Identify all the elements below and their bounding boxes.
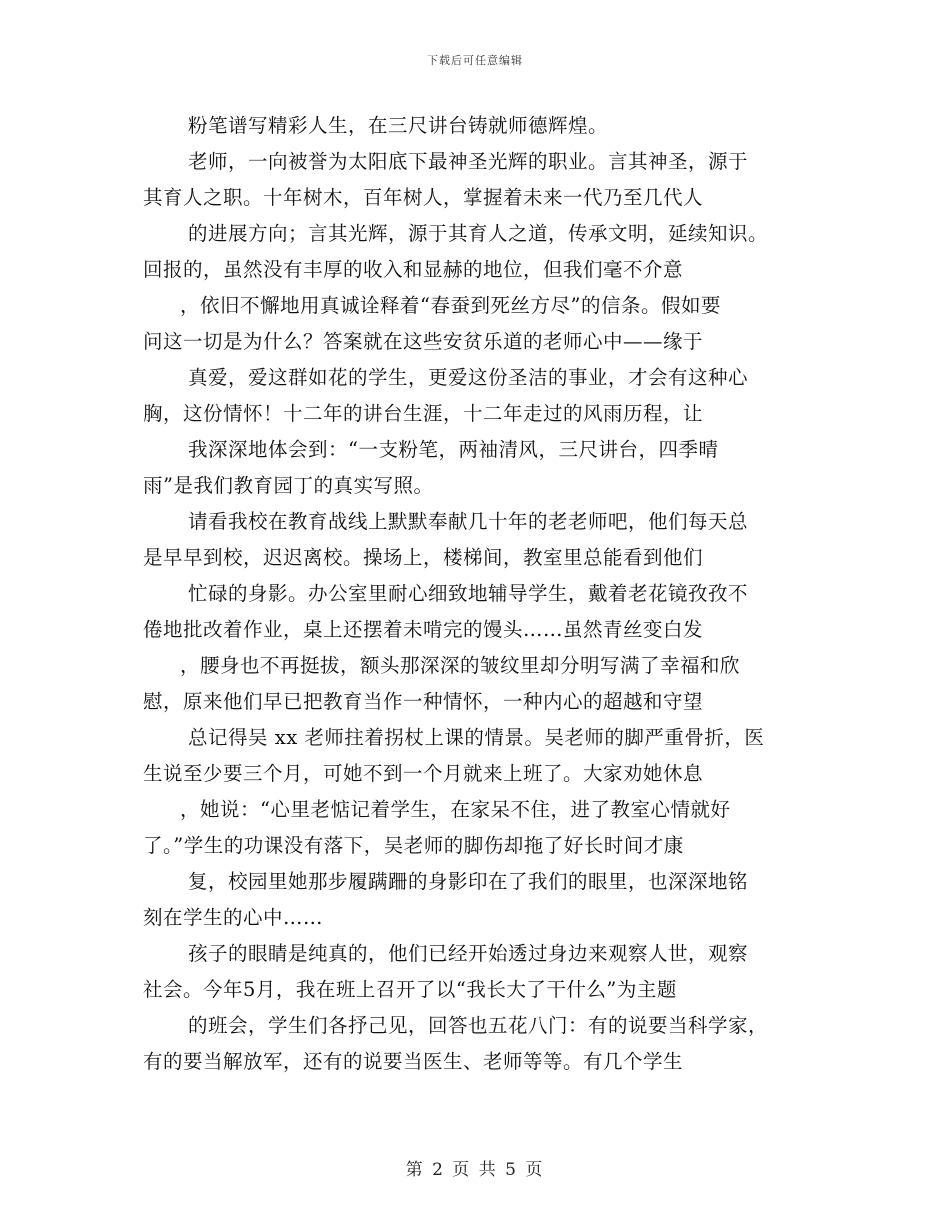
text-line: ，依旧不懈地用真诚诠释着“春蚕到死丝方尽”的信条。假如要 bbox=[180, 294, 721, 317]
text-line: 了。”学生的功课没有落下，吴老师的脚伤却拖了好长时间才康 bbox=[143, 834, 684, 857]
text-line: 孩子的眼睛是纯真的，他们已经开始透过身边来观察人世，观察 bbox=[188, 942, 749, 965]
text-line: 回报的，虽然没有丰厚的收入和显赫的地位，但我们毫不介意 bbox=[143, 258, 684, 281]
text-line: 慰，原来他们早已把教育当作一种情怀，一种内心的超越和守望 bbox=[143, 690, 704, 713]
text-line: ，腰身也不再挺拔，额头那深深的皱纹里却分明写满了幸福和欣 bbox=[180, 654, 741, 677]
text-line: 雨”是我们教育园丁的真实写照。 bbox=[143, 474, 434, 497]
text-line: 请看我校在教育战线上默默奉献几十年的老老师吧，他们每天总 bbox=[188, 510, 749, 533]
text-line: 的班会，学生们各抒己见，回答也五花八门：有的说要当科学家， bbox=[188, 1014, 769, 1037]
text-line: 真爱，爱这群如花的学生，更爱这份圣洁的事业，才会有这种心 bbox=[188, 366, 749, 389]
text-line: 生说至少要三个月，可她不到一个月就来上班了。大家劝她休息 bbox=[143, 762, 704, 785]
document-body bbox=[0, 108, 950, 1080]
text-line: ，她说：“心里老惦记着学生，在家呆不住，进了教室心情就好 bbox=[180, 798, 731, 821]
text-line: 有的要当解放军，还有的说要当医生、老师等等。有几个学生 bbox=[143, 1050, 684, 1073]
text-line: 复，校园里她那步履蹒跚的身影印在了我们的眼里，也深深地铭 bbox=[188, 870, 749, 893]
text-line: 总记得吴 xx 老师拄着拐杖上课的情景。吴老师的脚严重骨折，医 bbox=[188, 726, 765, 749]
text-line: 问这一切是为什么？答案就在这些安贫乐道的老师心中——缘于 bbox=[143, 330, 704, 353]
text-line: 我深深地体会到：“一支粉笔，两袖清风，三尺讲台，四季晴 bbox=[188, 438, 719, 461]
text-line: 刻在学生的心中…… bbox=[143, 906, 324, 929]
text-line: 其育人之职。十年树木，百年树人，掌握着未来一代乃至几代人 bbox=[143, 186, 704, 209]
text-line: 老师，一向被誉为太阳底下最神圣光辉的职业。言其神圣，源于 bbox=[188, 150, 749, 173]
text-line: 倦地批改着作业，桌上还摆着未啃完的馒头……虽然青丝变白发 bbox=[143, 618, 704, 641]
text-line: 是早早到校，迟迟离校。操场上，楼梯间，教室里总能看到他们 bbox=[143, 546, 704, 569]
text-line: 胸，这份情怀！十二年的讲台生涯，十二年走过的风雨历程，让 bbox=[143, 402, 704, 425]
text-line: 粉笔谱写精彩人生，在三尺讲台铸就师德辉煌。 bbox=[188, 114, 609, 137]
text-line: 忙碌的身影。办公室里耐心细致地辅导学生，戴着老花镜孜孜不 bbox=[188, 582, 749, 605]
page-header: 下载后可任意编辑 bbox=[427, 54, 523, 67]
text-line: 的进展方向；言其光辉，源于其育人之道，传承文明，延续知识。 bbox=[188, 222, 769, 245]
page-number-footer: 第 2 页 共 5 页 bbox=[405, 1160, 545, 1180]
text-line: 社会。今年5月，我在班上召开了以“我长大了干什么”为主题 bbox=[143, 978, 677, 1001]
